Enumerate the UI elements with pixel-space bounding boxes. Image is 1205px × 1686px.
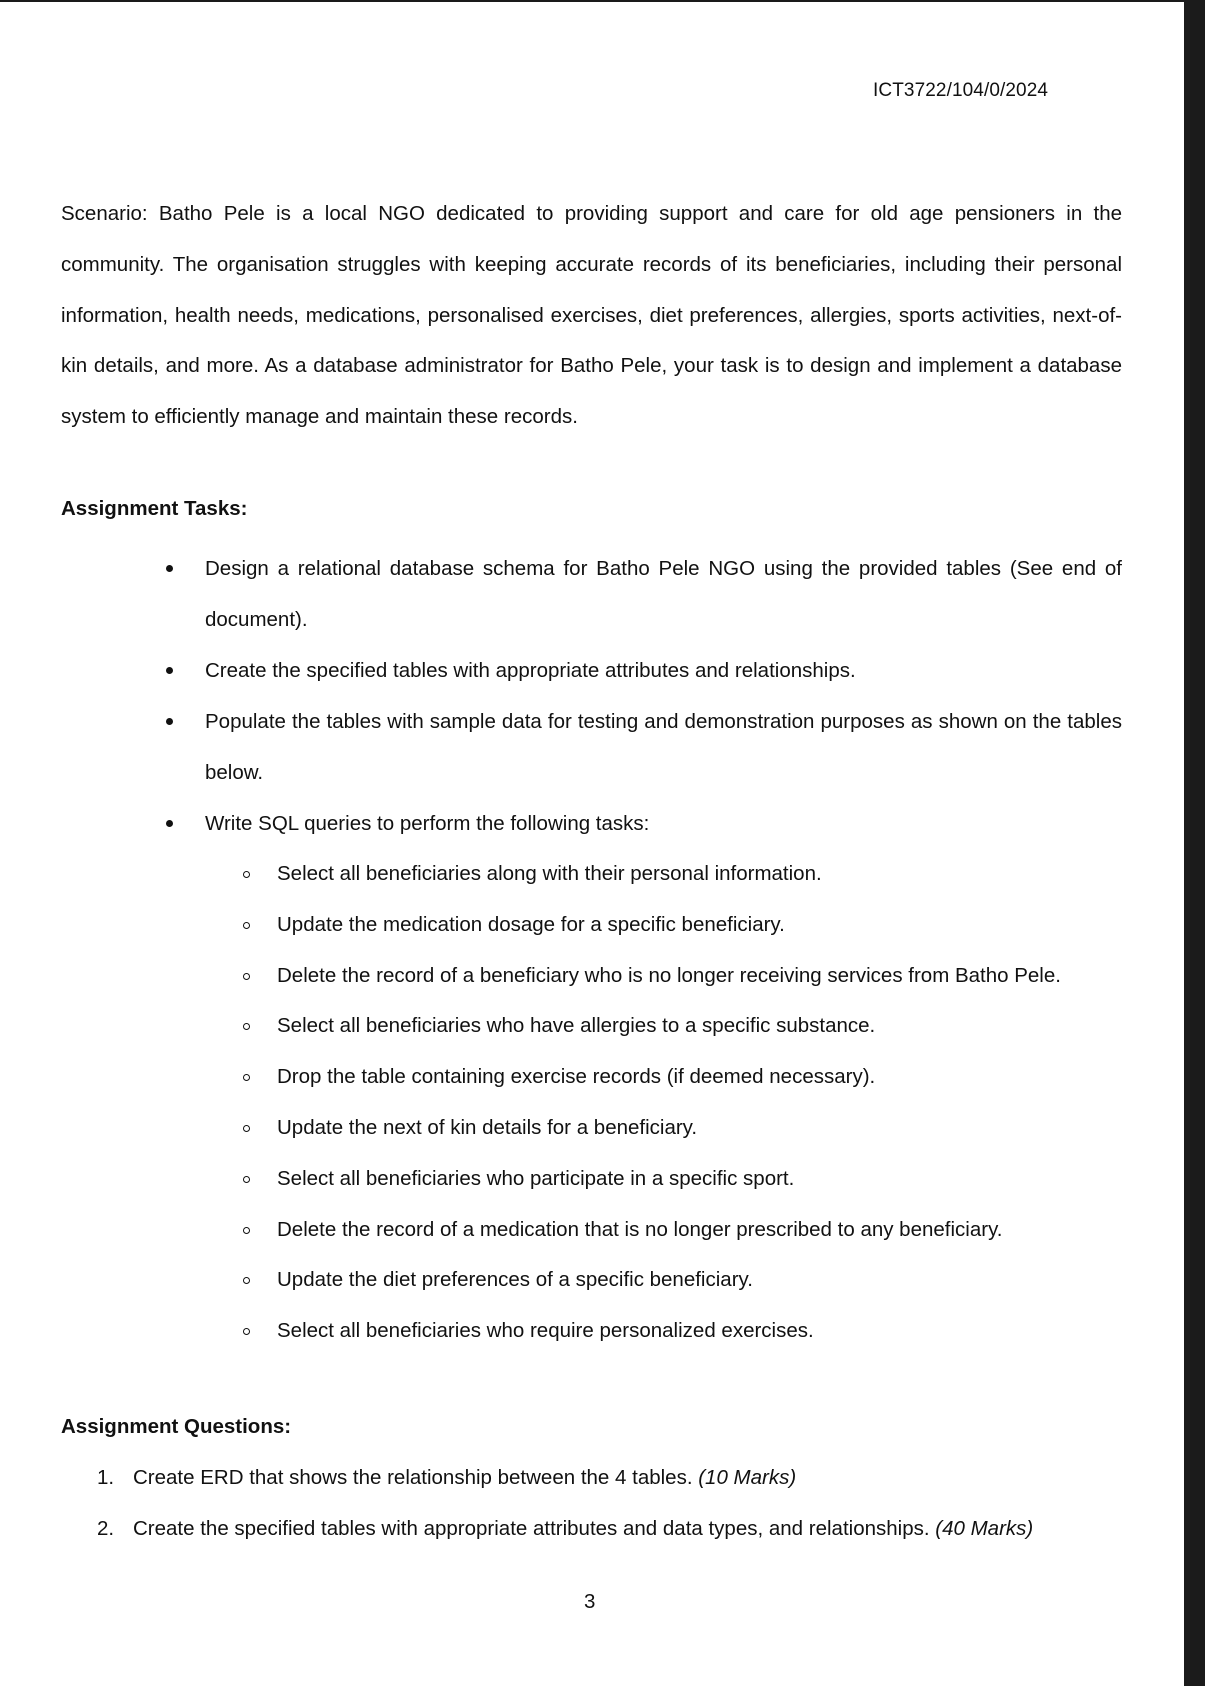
sql-task-item — [0, 900, 1122, 951]
sql-task-text: Delete the record of a medication that is no longer prescribed to any beneficiary. — [277, 1217, 1003, 1241]
sql-task-item — [0, 1154, 1122, 1205]
hollow-bullet-icon — [243, 871, 250, 878]
page-top-edge — [0, 0, 1184, 2]
question-text: Create ERD that shows the relationship between the 4 tables. — [133, 1466, 693, 1489]
task-item — [0, 645, 1122, 696]
sql-task-text: Update the next of kin details for a beneficiary. — [277, 1115, 698, 1139]
hollow-bullet-icon — [243, 1176, 250, 1183]
assignment-task-list — [0, 543, 1184, 1357]
question-item — [0, 1503, 1184, 1554]
bullet-icon — [166, 565, 173, 572]
sql-task-text: Select all beneficiaries who have allergies to a specific substance. — [277, 1014, 876, 1038]
sql-task-text: Update the medication dosage for a specific beneficiary. — [277, 912, 785, 936]
sql-task-text: Drop the table containing exercise records (if deemed necessary). — [277, 1065, 876, 1089]
hollow-bullet-icon — [243, 1125, 250, 1132]
question-item — [0, 1452, 1184, 1503]
sql-task-item — [0, 1001, 1122, 1052]
sql-task-list — [205, 849, 1122, 1357]
assignment-questions-heading: Assignment Questions: — [61, 1415, 292, 1438]
bullet-icon — [166, 820, 173, 827]
sql-task-item — [0, 951, 1122, 1002]
hollow-bullet-icon — [243, 1023, 250, 1030]
sql-task-item — [0, 1205, 1122, 1256]
task-item-text: Write SQL queries to perform the following tasks: — [205, 812, 650, 835]
question-marks: (10 Marks) — [698, 1466, 797, 1489]
assignment-question-list — [0, 1452, 1184, 1554]
task-item — [0, 543, 1122, 645]
sql-task-text: Select all beneficiaries who participate in a specific sport. — [277, 1166, 795, 1190]
document-reference: ICT3722/104/0/2024 — [873, 80, 1049, 101]
question-text: Create the specified tables with appropriate attributes and data types, and relationships. — [133, 1517, 930, 1540]
sql-task-item — [0, 1306, 1122, 1357]
hollow-bullet-icon — [243, 922, 250, 929]
hollow-bullet-icon — [243, 1074, 250, 1081]
assignment-tasks-heading: Assignment Tasks: — [61, 497, 248, 520]
question-number: 1. — [97, 1466, 115, 1489]
viewer-edge — [1184, 0, 1205, 1686]
hollow-bullet-icon — [243, 1328, 250, 1335]
sql-task-text: Select all beneficiaries along with their personal information. — [277, 862, 822, 885]
sql-task-text: Update the diet preferences of a specific beneficiary. — [277, 1268, 753, 1292]
sql-task-item — [0, 1255, 1122, 1306]
sql-task-item — [0, 1103, 1122, 1154]
sql-task-item — [0, 1052, 1122, 1103]
task-item-text: Create the specified tables with appropriate attributes and relationships. — [205, 659, 856, 682]
task-item-text: Populate the tables with sample data for testing and demonstration purposes as shown on the tables below. — [205, 710, 1122, 784]
question-number: 2. — [97, 1517, 115, 1540]
hollow-bullet-icon — [243, 1227, 250, 1234]
question-marks: (40 Marks) — [935, 1517, 1034, 1540]
bullet-icon — [166, 667, 173, 674]
page-number: 3 — [584, 1590, 596, 1613]
task-item — [0, 798, 1122, 1357]
hollow-bullet-icon — [243, 1277, 250, 1284]
sql-task-item — [0, 849, 1122, 900]
hollow-bullet-icon — [243, 973, 250, 980]
bullet-icon — [166, 718, 173, 725]
task-item-text: Design a relational database schema for Batho Pele NGO using the provided tables (See end of document). — [205, 557, 1122, 631]
sql-task-text: Delete the record of a beneficiary who is no longer receiving services from Batho Pele. — [277, 963, 1061, 987]
scenario-paragraph: Scenario: Batho Pele is a local NGO dedicated to providing support and care for old age pensioners in the community. The organisation struggles with keeping accurate records of its beneficiaries, including their personal information, health needs, medications, personalised exercises, diet preferences, allergies, sports activities, next-of-kin details, and more. As a database administrator for Batho Pele, your task is to design and implement a database system to efficiently manage and maintain these records. — [61, 202, 1122, 429]
sql-task-text: Select all beneficiaries who require personalized exercises. — [277, 1319, 814, 1343]
task-item — [0, 696, 1122, 798]
